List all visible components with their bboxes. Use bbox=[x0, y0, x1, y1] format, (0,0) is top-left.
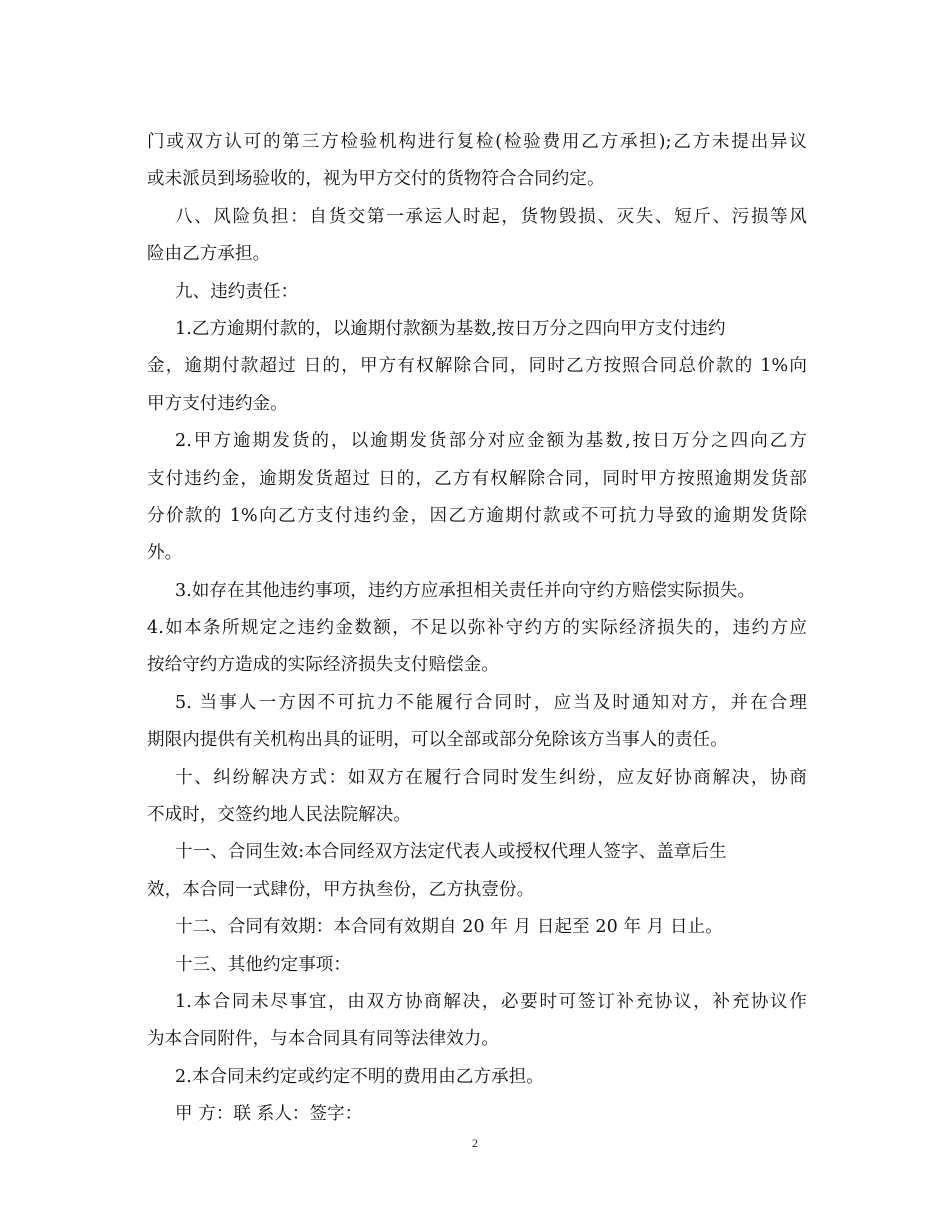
body-line-15: 按给守约方造成的实际经济损失支付赔偿金。 bbox=[147, 655, 499, 676]
body-line-21: 效，本合同一式肆份，甲方执叁份，乙方执壹份。 bbox=[147, 879, 535, 900]
clause-13-heading: 十三、其他约定事项： bbox=[175, 954, 351, 975]
clause-9-item-1: 1.乙方逾期付款的，以逾期付款额为基数,按日万分之四向甲方支付违约 bbox=[175, 318, 726, 339]
page-number: 2 bbox=[472, 1136, 478, 1150]
contract-body bbox=[147, 124, 807, 1134]
body-line-8: 甲方支付违约金。 bbox=[147, 393, 288, 414]
clause-9-item-2: 2.甲方逾期发货的，以逾期发货部分对应金额为基数,按日万分之四向乙方 bbox=[175, 431, 807, 452]
body-line-1: 门或双方认可的第三方检验机构进行复检(检验费用乙方承担);乙方未提出异议 bbox=[147, 132, 807, 152]
clause-9-item-5: 5. 当事人一方因不可抗力不能履行合同时，应当及时通知对方，并在合理 bbox=[175, 692, 807, 713]
body-line-19: 不成时，交签约地人民法院解决。 bbox=[147, 805, 411, 826]
clause-9-item-3: 3.如存在其他违约事项，违约方应承担相关责任并向守约方赔偿实际损失。 bbox=[175, 580, 756, 601]
body-line-25: 为本合同附件，与本合同具有同等法律效力。 bbox=[147, 1029, 499, 1050]
body-line-4: 险由乙方承担。 bbox=[147, 244, 271, 265]
clause-13-item-2: 2.本合同未约定或约定不明的费用由乙方承担。 bbox=[175, 1066, 544, 1087]
clause-12-validity: 十二、合同有效期：本合同有效期自 20 年 月 日起至 20 年 月 日止。 bbox=[175, 917, 723, 938]
clause-9-item-4: 4.如本条所规定之违约金数额，不足以弥补守约方的实际经济损失的，违约方应 bbox=[147, 618, 807, 639]
signature-line: 甲 方：联 系人：签字： bbox=[175, 1104, 363, 1125]
body-line-10: 支付违约金，逾期发货超过 日的，乙方有权解除合同，同时甲方按照逾期发货部 bbox=[147, 468, 807, 489]
body-line-2: 或未派员到场验收的，视为甲方交付的货物符合合同约定。 bbox=[147, 169, 605, 190]
clause-9-heading: 九、违约责任： bbox=[175, 281, 299, 302]
body-line-11: 分价款的 1%向乙方支付违约金，因乙方逾期付款或不可抗力导致的逾期发货除 bbox=[147, 505, 807, 526]
body-line-12: 外。 bbox=[147, 543, 183, 564]
clause-10-dispute: 十、纠纷解决方式：如双方在履行合同时发生纠纷，应友好协商解决，协商 bbox=[175, 767, 807, 788]
body-line-7: 金，逾期付款超过 日的，甲方有权解除合同，同时乙方按照合同总价款的 1%向 bbox=[147, 356, 807, 377]
clause-8-risk: 八、风险负担：自货交第一承运人时起，货物毁损、灭失、短斤、污损等风 bbox=[175, 206, 807, 227]
clause-13-item-1: 1.本合同未尽事宜，由双方协商解决，必要时可签订补充协议，补充协议作 bbox=[175, 991, 807, 1012]
clause-11-effect: 十一、合同生效:本合同经双方法定代表人或授权代理人签字、盖章后生 bbox=[175, 842, 727, 863]
body-line-17: 期限内提供有关机构出具的证明，可以全部或部分免除该方当事人的责任。 bbox=[147, 730, 728, 751]
